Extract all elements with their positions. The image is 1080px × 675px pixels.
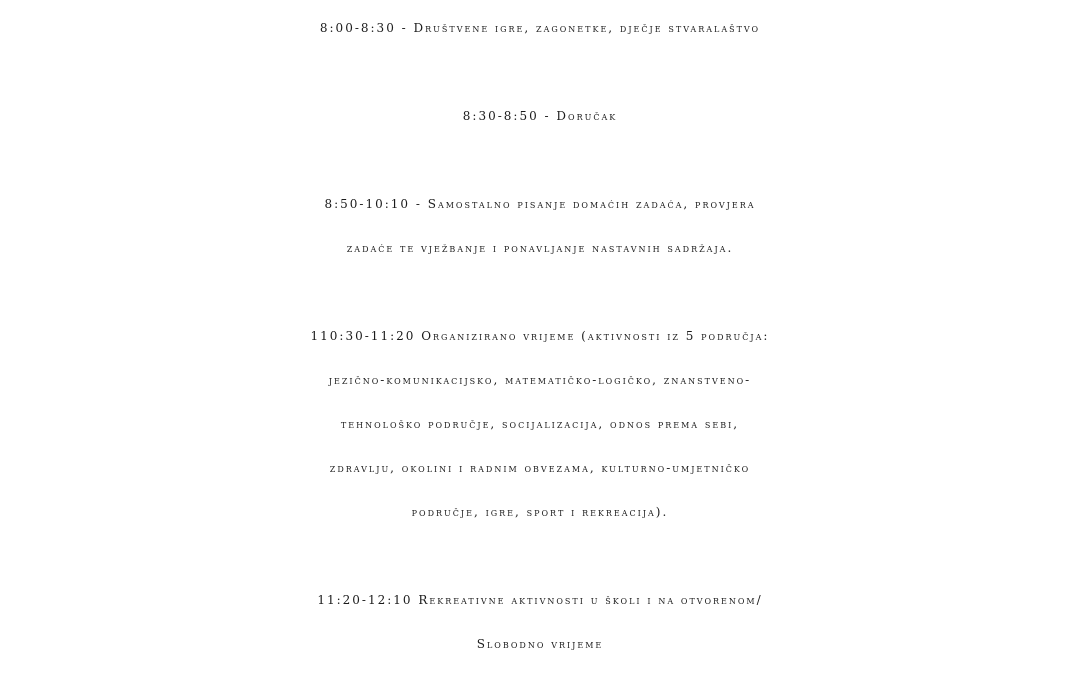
- schedule-item-line: 110:30-11:20 Organizirano vrijeme (aktivnosti iz 5 područja:: [310, 329, 770, 343]
- schedule-item-morning-games: [0, 6, 1080, 50]
- schedule-item-line: 8:00-8:30 - Društvene igre, zagonetke, dječje stvaralaštvo: [319, 21, 761, 35]
- schedule-item-line: 8:50-10:10 - Samostalno pisanje domaćih zadaća, provjera: [324, 197, 756, 211]
- schedule-item-recreation: [0, 578, 1080, 666]
- schedule-item-line: zadaće te vježbanje i ponavljanje nastavnih sadržaja.: [346, 241, 734, 255]
- schedule-item-line: Slobodno vrijeme: [476, 637, 604, 651]
- schedule-item-organized-time: [0, 314, 1080, 534]
- schedule-item-line: jezično-komunikacijsko, matematičko-logičko, znanstveno-: [328, 373, 752, 387]
- schedule-item-line: tehnološko područje, socijalizacija, odnos prema sebi,: [340, 417, 740, 431]
- schedule-item-line: zdravlju, okolini i radnim obvezama, kulturno-umjetničko: [329, 461, 751, 475]
- schedule-item-line: 11:20-12:10 Rekreativne aktivnosti u školi i na otvorenom/: [317, 593, 763, 607]
- schedule-item-breakfast: [0, 94, 1080, 138]
- schedule-item-line: područje, igre, sport i rekreacija).: [411, 505, 669, 519]
- schedule-item-line: 8:30-8:50 - Doručak: [462, 109, 618, 123]
- schedule-item-homework: [0, 182, 1080, 270]
